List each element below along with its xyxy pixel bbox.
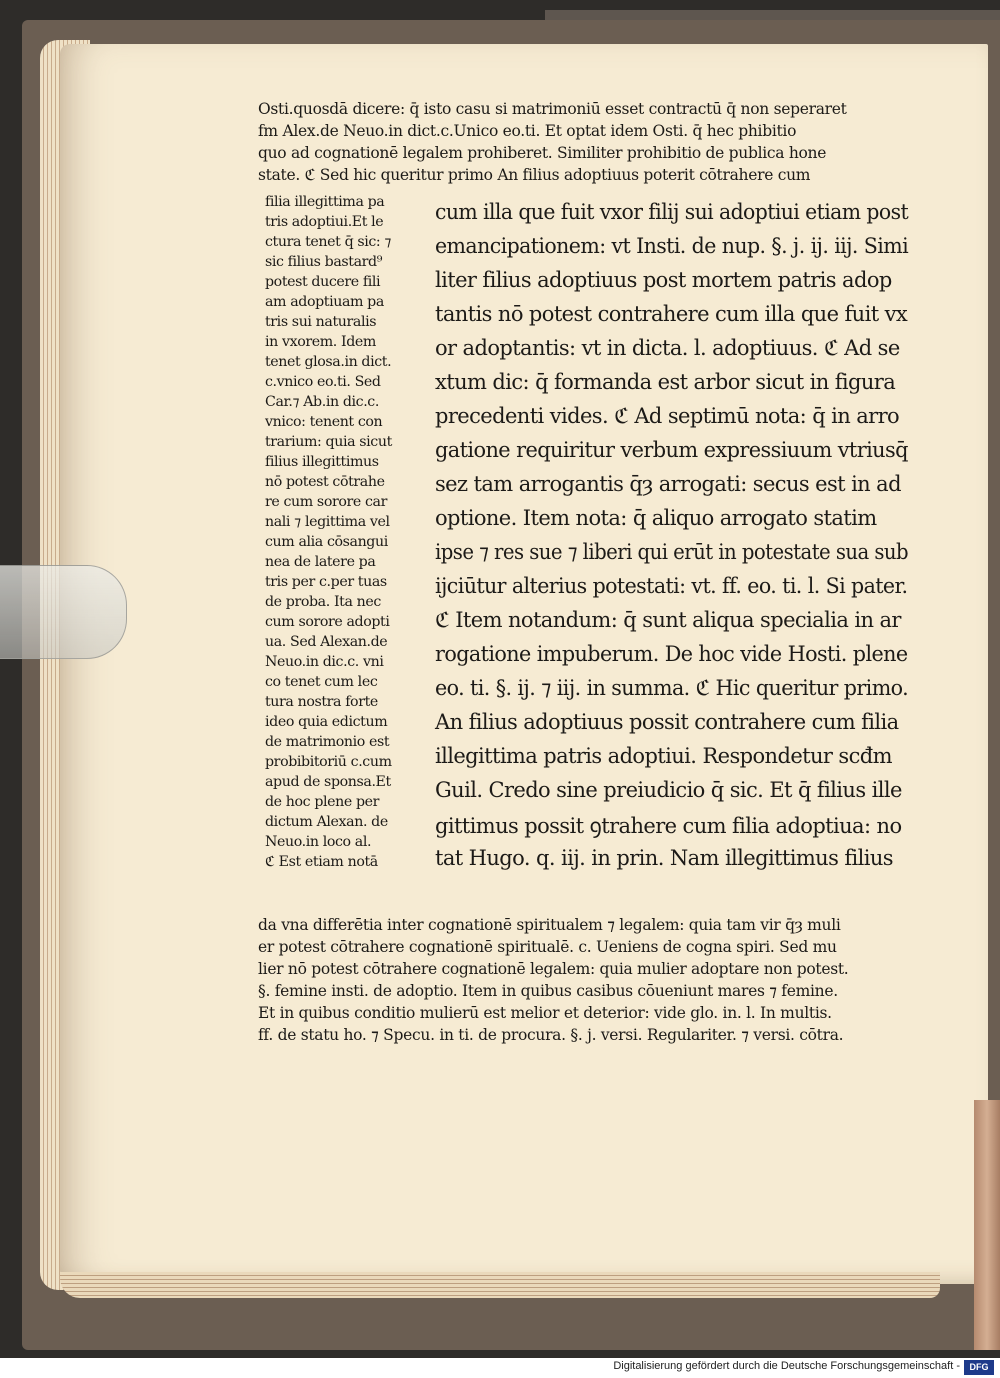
gloss-line: filius illegittimus xyxy=(265,454,379,470)
gloss-line: c.vnico eo.ti. Sed xyxy=(265,374,381,390)
gloss-line: co tenet cum lec xyxy=(265,674,378,690)
gloss-line: cum sorore adopti xyxy=(265,614,390,630)
main-line: tat Hugo. q. iij. in prin. Nam illegittimus filius xyxy=(435,846,893,870)
main-line: Guil. Credo sine preiudicio q̄ sic. Et q̄ filius ille xyxy=(435,778,902,802)
main-line: emancipationem: vt Insti. de nup. §. j. ij. iij. Simi xyxy=(435,234,909,258)
text-line: ff. de statu ho. ⁊ Specu. in ti. de procura. §. j. versi. Regulariter. ⁊ versi. cōtra. xyxy=(258,1026,844,1044)
text-line: da vna differētia inter cognationē spiritualem ⁊ legalem: quia tam vir q̄ȝ muli xyxy=(258,916,841,934)
main-line: sez tam arrogantis q̄ȝ arrogati: secus est in ad xyxy=(435,472,901,496)
page-holder-clip xyxy=(0,565,127,659)
page-bottom-edges xyxy=(60,1272,940,1298)
main-line: gittimus possit ꝯtrahere cum filia adoptiua: no xyxy=(435,814,902,838)
text-line: quo ad cognationē legalem prohiberet. Similiter prohibitio de publica hone xyxy=(258,144,827,162)
gloss-line: vnico: tenent con xyxy=(265,414,383,430)
text-line: Osti.quosdā dicere: q̄ isto casu si matrimoniū esset contractū q̄ non seperaret xyxy=(258,100,847,118)
gloss-line: ctura tenet q̄ sic: ⁊ xyxy=(265,234,392,250)
gloss-line: filia illegittima pa xyxy=(265,194,385,210)
gloss-line: re cum sorore car xyxy=(265,494,387,510)
main-line: gatione requiritur verbum expressiuum vtriusq̄ xyxy=(435,438,908,462)
dfg-logo: DFG xyxy=(964,1360,994,1375)
gloss-line: ua. Sed Alexan.de xyxy=(265,634,388,650)
gloss-line: tris sui naturalis xyxy=(265,314,377,330)
gloss-line: tris adoptiui.Et le xyxy=(265,214,384,230)
gloss-line: ℭ Est etiam notā xyxy=(265,854,378,870)
main-line: ijciūtur alterius potestati: vt. ff. eo. ti. l. Si pater. xyxy=(435,574,908,598)
gloss-line: Car.⁊ Ab.in dic.c. xyxy=(265,394,379,410)
main-line: ℭ Item notandum: q̄ sunt aliqua specialia in ar xyxy=(435,608,901,632)
main-line: rogatione impuberum. De hoc vide Hosti. plene xyxy=(435,642,908,666)
gloss-line: de matrimonio est xyxy=(265,734,390,750)
main-line: illegittima patris adoptiui. Respondetur scđm xyxy=(435,744,892,768)
text-line: er potest cōtrahere cognationē spiritualē. c. Ueniens de cogna spiri. Sed mu xyxy=(258,938,837,956)
main-line: eo. ti. §. ij. ⁊ iij. in summa. ℭ Hic queritur primo. xyxy=(435,676,909,700)
gloss-line: tura nostra forte xyxy=(265,694,378,710)
gloss-line: trarium: quia sicut xyxy=(265,434,392,450)
gloss-line: ideo quia edictum xyxy=(265,714,388,730)
gloss-line: in vxorem. Idem xyxy=(265,334,376,350)
gloss-line: nea de latere pa xyxy=(265,554,376,570)
gloss-line: Neuo.in dic.c. vni xyxy=(265,654,384,670)
gloss-line: nō potest cōtrahe xyxy=(265,474,385,490)
gloss-line: probibitoriū c.cum xyxy=(265,754,392,770)
main-line: tantis nō potest contrahere cum illa que fuit vx xyxy=(435,302,908,326)
footer-bar xyxy=(0,1358,1000,1378)
funding-note: Digitalisierung gefördert durch die Deutsche Forschungsgemeinschaft - xyxy=(613,1360,960,1372)
main-line: cum illa que fuit vxor filij sui adoptiui etiam post xyxy=(435,200,909,224)
main-line: liter filius adoptiuus post mortem patris adop xyxy=(435,268,892,292)
main-line: optione. Item nota: q̄ aliquo arrogato statim xyxy=(435,506,877,530)
gloss-line: de hoc plene per xyxy=(265,794,380,810)
gloss-line: sic filius bastard⁹ xyxy=(265,254,382,270)
main-line: ipse ⁊ res sue ⁊ liberi qui erūt in potestate sua sub xyxy=(435,540,909,564)
gloss-line: nali ⁊ legittima vel xyxy=(265,514,390,530)
gloss-line: tenet glosa.in dict. xyxy=(265,354,392,370)
text-line: Et in quibus conditio mulierū est melior et deterior: vide glo. in. l. In multis. xyxy=(258,1004,832,1022)
binding-strip xyxy=(974,1100,1000,1350)
main-line: precedenti vides. ℭ Ad septimū nota: q̄ in arro xyxy=(435,404,900,428)
text-line: lier nō potest cōtrahere cognationē legalem: quia mulier adoptare non potest. xyxy=(258,960,849,978)
gloss-line: cum alia cōsangui xyxy=(265,534,388,550)
gloss-line: Neuo.in loco al. xyxy=(265,834,372,850)
gloss-line: de proba. Ita nec xyxy=(265,594,381,610)
gloss-line: tris per c.per tuas xyxy=(265,574,387,590)
gloss-line: am adoptiuam pa xyxy=(265,294,384,310)
gloss-line: dictum Alexan. de xyxy=(265,814,388,830)
text-line: state. ℭ Sed hic queritur primo An filius adoptiuus poterit cōtrahere cum xyxy=(258,166,811,184)
main-line: or adoptantis: vt in dicta. l. adoptiuus. ℭ Ad se xyxy=(435,336,900,360)
gloss-line: apud de sponsa.Et xyxy=(265,774,391,790)
gloss-line: potest ducere fili xyxy=(265,274,381,290)
main-line: xtum dic: q̄ formanda est arbor sicut in figura xyxy=(435,370,896,394)
text-line: fm Alex.de Neuo.in dict.c.Unico eo.ti. Et optat idem Osti. q̄ hec phibitio xyxy=(258,122,797,140)
text-line: §. femine insti. de adoptio. Item in quibus casibus cōueniunt mares ⁊ femine. xyxy=(258,982,838,1000)
main-line: An filius adoptiuus possit contrahere cum filia xyxy=(435,710,899,734)
